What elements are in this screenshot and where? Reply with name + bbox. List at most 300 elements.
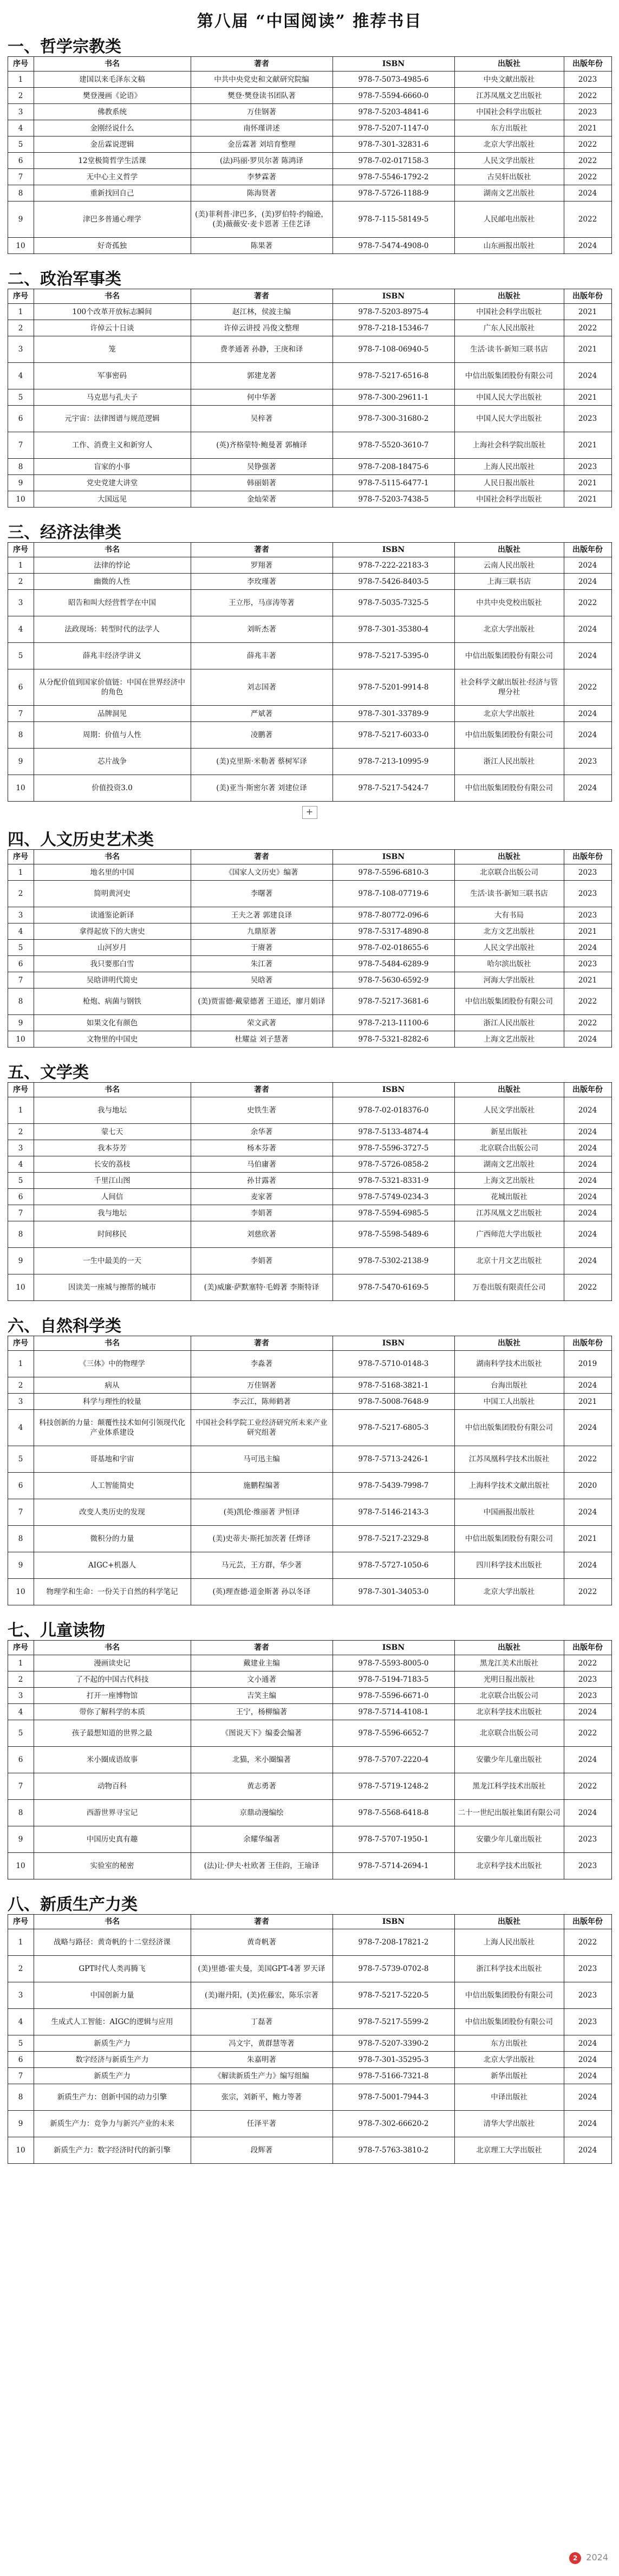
cell-no: 7 — [8, 169, 34, 185]
cell-publisher: 人民邮电出版社 — [454, 201, 564, 238]
cell-no: 7 — [8, 972, 34, 988]
cell-no: 2 — [8, 1124, 34, 1140]
cell-author: 南怀瑾讲述 — [191, 120, 333, 136]
cell-isbn: 978-7-5035-7325-5 — [333, 590, 454, 616]
table-row — [8, 1097, 611, 1124]
cell-author: 戴建业主编 — [191, 1655, 333, 1671]
cell-isbn: 978-7-5596-6810-3 — [333, 864, 454, 881]
table-row — [8, 1655, 611, 1671]
table-row — [8, 1173, 611, 1189]
cell-isbn: 978-7-115-58149-5 — [333, 201, 454, 238]
cell-isbn: 978-7-5217-2329-8 — [333, 1526, 454, 1552]
table-row — [8, 1205, 611, 1221]
cell-author: (美)菲利普·津巴多，(美)罗伯特·约翰逊，(美)薇薇安·麦卡恩著 王佳艺译 — [191, 201, 333, 238]
cell-no: 1 — [8, 1351, 34, 1377]
watermark-text: 2024 — [586, 2552, 608, 2562]
cell-year: 2024 — [564, 2035, 611, 2052]
table-row — [8, 389, 611, 406]
cell-isbn: 978-7-5719-1248-2 — [333, 1773, 454, 1800]
cell-author: 余华著 — [191, 1124, 333, 1140]
cell-title: 新质生产力 — [34, 2035, 191, 2052]
cell-year: 2024 — [564, 1221, 611, 1248]
table-header-row — [8, 543, 611, 557]
column-header-title: 书名 — [34, 1083, 191, 1097]
table-row — [8, 1248, 611, 1274]
cell-year: 2024 — [564, 2111, 611, 2137]
cell-isbn: 978-7-5568-6418-8 — [333, 1800, 454, 1826]
cell-title: 法政现场：转型时代的法学人 — [34, 616, 191, 643]
cell-title: 数字经济与新质生产力 — [34, 2052, 191, 2068]
section-spacer — [0, 2164, 619, 2180]
book-table — [8, 1336, 612, 1605]
column-header-no: 序号 — [8, 1083, 34, 1097]
cell-isbn: 978-7-108-06940-5 — [333, 336, 454, 363]
cell-author: 《解读新质生产力》编写组编 — [191, 2068, 333, 2084]
cell-year: 2023 — [564, 2009, 611, 2035]
cell-author: 金灿荣著 — [191, 491, 333, 508]
cell-publisher: 中国社会科学出版社 — [454, 491, 564, 508]
cell-isbn: 978-7-5207-1147-0 — [333, 120, 454, 136]
cell-year: 2023 — [564, 459, 611, 475]
cell-title: 新质生产力：竞争力与新兴产业的未来 — [34, 2111, 191, 2137]
table-header-row — [8, 850, 611, 864]
cell-year: 2023 — [564, 907, 611, 923]
cell-title: 西游世界寻宝记 — [34, 1800, 191, 1826]
cell-no: 4 — [8, 363, 34, 389]
cell-isbn: 978-7-218-15346-7 — [333, 320, 454, 336]
cell-publisher: 上海文艺出版社 — [454, 1173, 564, 1189]
column-header-publisher: 出版社 — [454, 289, 564, 304]
cell-title: 幽微的人性 — [34, 574, 191, 590]
cell-year: 2020 — [564, 1473, 611, 1499]
cell-title: 了不起的中国古代科技 — [34, 1671, 191, 1688]
cell-isbn: 978-7-301-35380-4 — [333, 616, 454, 643]
table-row — [8, 238, 611, 254]
cell-title: 时间移民 — [34, 1221, 191, 1248]
table-row — [8, 907, 611, 923]
cell-no: 3 — [8, 1688, 34, 1704]
table-row — [8, 775, 611, 802]
cell-year: 2023 — [564, 749, 611, 775]
column-header-no: 序号 — [8, 1336, 34, 1351]
table-row — [8, 406, 611, 432]
cell-isbn: 978-7-5726-0858-2 — [333, 1156, 454, 1173]
cell-author: 王宁，杨柳编著 — [191, 1704, 333, 1720]
cell-no: 9 — [8, 1015, 34, 1031]
cell-title: 金刚经说什么 — [34, 120, 191, 136]
cell-publisher: 北京联合出版公司 — [454, 864, 564, 881]
cell-isbn: 978-7-213-10995-9 — [333, 749, 454, 775]
cell-publisher: 人民日报出版社 — [454, 475, 564, 491]
cell-no: 3 — [8, 1394, 34, 1410]
cell-no: 4 — [8, 2009, 34, 2035]
cell-title: 人工智能简史 — [34, 1473, 191, 1499]
cell-title: 实验室的秘密 — [34, 1853, 191, 1879]
cell-isbn: 978-7-5710-0148-3 — [333, 1351, 454, 1377]
cell-isbn: 978-7-5630-6592-9 — [333, 972, 454, 988]
cell-publisher: 四川科学技术出版社 — [454, 1552, 564, 1579]
column-header-no: 序号 — [8, 1641, 34, 1655]
cell-no: 4 — [8, 923, 34, 940]
cell-publisher: 上海人民出版社 — [454, 1929, 564, 1956]
cell-publisher: 上海三联书店 — [454, 574, 564, 590]
table-row — [8, 1773, 611, 1800]
cell-year: 2021 — [564, 972, 611, 988]
cell-isbn: 978-7-5203-7438-5 — [333, 491, 454, 508]
column-header-author: 著者 — [191, 1336, 333, 1351]
cell-no: 5 — [8, 1173, 34, 1189]
column-header-no: 序号 — [8, 1915, 34, 1929]
section-title: 四、人文历史艺术类 — [8, 830, 154, 849]
cell-title: 中国创新力量 — [34, 1982, 191, 2009]
cell-publisher: 中信出版集团股份有限公司 — [454, 643, 564, 669]
cell-title: 工作、消费主义和新穷人 — [34, 432, 191, 459]
column-header-no: 序号 — [8, 57, 34, 71]
cell-no: 9 — [8, 749, 34, 775]
cell-author: 《图说天下》编委会编著 — [191, 1720, 333, 1747]
table-row — [8, 2084, 611, 2111]
cell-year: 2021 — [564, 1394, 611, 1410]
cell-publisher: 二十一世纪出版社集团有限公司 — [454, 1800, 564, 1826]
table-header-row — [8, 289, 611, 304]
cell-year: 2022 — [564, 153, 611, 169]
cell-author: (法)让·伊夫·杜欧著 王佳韵，王瑜译 — [191, 1853, 333, 1879]
cell-year: 2023 — [564, 1956, 611, 1982]
section-spacer — [0, 254, 619, 270]
cell-year: 2022 — [564, 669, 611, 706]
cell-isbn: 978-7-5217-6033-0 — [333, 722, 454, 749]
cell-no: 6 — [8, 153, 34, 169]
cell-title: 价值投资3.0 — [34, 775, 191, 802]
cell-no: 2 — [8, 320, 34, 336]
cell-publisher: 北京科学技术出版社 — [454, 1704, 564, 1720]
cell-publisher: 湖南文艺出版社 — [454, 1156, 564, 1173]
cell-year: 2024 — [564, 2052, 611, 2068]
cell-publisher: 北京联合出版公司 — [454, 1720, 564, 1747]
cell-year: 2022 — [564, 988, 611, 1015]
cell-year: 2023 — [564, 1853, 611, 1879]
table-row — [8, 1747, 611, 1773]
cell-publisher: 清华大学出版社 — [454, 2111, 564, 2137]
cell-isbn: 978-7-5763-3810-2 — [333, 2137, 454, 2164]
cell-author: 李娟著 — [191, 1248, 333, 1274]
cell-no: 2 — [8, 881, 34, 907]
cell-no: 5 — [8, 1446, 34, 1473]
cell-year: 2022 — [564, 1720, 611, 1747]
cell-isbn: 978-7-5203-4841-6 — [333, 104, 454, 120]
cell-publisher: 中央文献出版社 — [454, 71, 564, 88]
cell-title: 芯片战争 — [34, 749, 191, 775]
cell-publisher: 哈尔滨出版社 — [454, 956, 564, 972]
cell-isbn: 978-7-5203-8975-4 — [333, 304, 454, 320]
cell-year: 2024 — [564, 616, 611, 643]
table-row — [8, 923, 611, 940]
table-row — [8, 669, 611, 706]
cell-author: 陈果著 — [191, 238, 333, 254]
section-title: 八、新质生产力类 — [8, 1895, 138, 1914]
cell-year: 2024 — [564, 1156, 611, 1173]
cell-year: 2024 — [564, 1410, 611, 1446]
cell-year: 2022 — [564, 1015, 611, 1031]
column-header-publisher: 出版社 — [454, 850, 564, 864]
cell-author: 吴晗著 — [191, 972, 333, 988]
cell-title: 中国历史真有趣 — [34, 1826, 191, 1853]
cell-publisher: 东方出版社 — [454, 2035, 564, 2052]
table-row — [8, 722, 611, 749]
table-row — [8, 1189, 611, 1205]
cell-year: 2024 — [564, 1800, 611, 1826]
cell-publisher: 新华出版社 — [454, 2068, 564, 2084]
cell-publisher: 生活·读书·新知三联书店 — [454, 881, 564, 907]
cell-title: 津巴多普通心理学 — [34, 201, 191, 238]
cell-title: 好奇孤独 — [34, 238, 191, 254]
cell-no: 3 — [8, 907, 34, 923]
table-row — [8, 304, 611, 320]
cell-isbn: 978-7-5727-1050-6 — [333, 1552, 454, 1579]
cell-no: 7 — [8, 706, 34, 722]
cell-publisher: 上海人民出版社 — [454, 459, 564, 475]
cell-no: 4 — [8, 120, 34, 136]
cell-publisher: 北京大学出版社 — [454, 136, 564, 153]
cell-publisher: 中译出版社 — [454, 2084, 564, 2111]
cell-author: (英)凯伦·维丽著 尹恒译 — [191, 1499, 333, 1526]
cell-title: GPT时代人类再腾飞 — [34, 1956, 191, 1982]
cell-author: 马元芸，王方群，华少著 — [191, 1552, 333, 1579]
column-header-publisher: 出版社 — [454, 1641, 564, 1655]
cell-title: 吴晗讲明代简史 — [34, 972, 191, 988]
cell-title: 漫画读史记 — [34, 1655, 191, 1671]
column-header-year: 出版年份 — [564, 57, 611, 71]
cell-publisher: 大有书局 — [454, 907, 564, 923]
cell-no: 10 — [8, 1579, 34, 1605]
cell-title: 品牌洞见 — [34, 706, 191, 722]
cell-publisher: 江苏凤凰科学技术出版社 — [454, 1446, 564, 1473]
cell-publisher: 浙江人民出版社 — [454, 749, 564, 775]
cell-isbn: 978-7-5217-6516-8 — [333, 363, 454, 389]
column-header-no: 序号 — [8, 543, 34, 557]
table-row — [8, 88, 611, 104]
table-row — [8, 1124, 611, 1140]
cell-year: 2022 — [564, 320, 611, 336]
cell-year: 2022 — [564, 1929, 611, 1956]
cell-publisher: 黑龙江美术出版社 — [454, 1655, 564, 1671]
cell-no: 5 — [8, 2035, 34, 2052]
cell-title: 我与地坛 — [34, 1097, 191, 1124]
table-row — [8, 475, 611, 491]
cell-no: 6 — [8, 956, 34, 972]
cell-isbn: 978-7-5217-5395-0 — [333, 643, 454, 669]
cell-author: 罗翔著 — [191, 557, 333, 574]
column-header-publisher: 出版社 — [454, 1336, 564, 1351]
cell-no: 5 — [8, 1720, 34, 1747]
cell-isbn: 978-7-5073-4985-6 — [333, 71, 454, 88]
table-row — [8, 1826, 611, 1853]
cell-no: 7 — [8, 1773, 34, 1800]
cell-year: 2024 — [564, 940, 611, 956]
table-row — [8, 201, 611, 238]
cell-year: 2021 — [564, 389, 611, 406]
table-row — [8, 136, 611, 153]
cell-publisher: 江苏凤凰文艺出版社 — [454, 88, 564, 104]
cell-author: 中共中央党史和文献研究院编 — [191, 71, 333, 88]
cell-title: 因读美一座城与擦帮的城市 — [34, 1274, 191, 1301]
cell-isbn: 978-7-301-32831-6 — [333, 136, 454, 153]
table-row — [8, 864, 611, 881]
table-row — [8, 1031, 611, 1048]
table-row — [8, 185, 611, 201]
table-row — [8, 988, 611, 1015]
column-header-author: 著者 — [191, 1915, 333, 1929]
table-row — [8, 336, 611, 363]
cell-no: 3 — [8, 336, 34, 363]
cell-title: 病从 — [34, 1377, 191, 1394]
cell-year: 2021 — [564, 923, 611, 940]
cell-author: 马可迅主编 — [191, 1446, 333, 1473]
cell-author: (美)谢丹阳，(美)佐藤宏，陈乐宗著 — [191, 1982, 333, 2009]
cell-publisher: 安徽少年儿童出版社 — [454, 1747, 564, 1773]
cell-no: 7 — [8, 432, 34, 459]
cell-publisher: 光明日报出版社 — [454, 1671, 564, 1688]
cell-isbn: 978-7-5714-4108-1 — [333, 1704, 454, 1720]
cell-year: 2023 — [564, 956, 611, 972]
cell-year: 2024 — [564, 2137, 611, 2164]
cell-publisher: 北京大学出版社 — [454, 616, 564, 643]
table-row — [8, 590, 611, 616]
column-header-isbn: ISBN — [333, 543, 454, 557]
cell-no: 2 — [8, 1377, 34, 1394]
section-spacer — [0, 508, 619, 524]
table-row — [8, 1853, 611, 1879]
cell-title: 物理学和生命：一份关于自然的科学笔记 — [34, 1579, 191, 1605]
cell-year: 2021 — [564, 432, 611, 459]
cell-year: 2021 — [564, 1526, 611, 1552]
table-row — [8, 972, 611, 988]
cell-title: 改变人类历史的发现 — [34, 1499, 191, 1526]
cell-year: 2024 — [564, 574, 611, 590]
cell-isbn: 978-7-5201-9914-8 — [333, 669, 454, 706]
table-row — [8, 643, 611, 669]
cell-no: 2 — [8, 88, 34, 104]
cell-no: 10 — [8, 2137, 34, 2164]
table-row — [8, 1410, 611, 1446]
table-row — [8, 1688, 611, 1704]
cell-no: 3 — [8, 1140, 34, 1156]
cell-no: 8 — [8, 1221, 34, 1248]
cell-title: 无中心主义哲学 — [34, 169, 191, 185]
cell-isbn: 978-7-02-017158-3 — [333, 153, 454, 169]
cell-isbn: 978-7-5596-3727-5 — [333, 1140, 454, 1156]
cell-author: 李云江，陈师鹤著 — [191, 1394, 333, 1410]
table-row — [8, 2111, 611, 2137]
cell-year: 2024 — [564, 706, 611, 722]
cell-no: 9 — [8, 1248, 34, 1274]
table-row — [8, 2052, 611, 2068]
cell-isbn: 978-7-5484-6289-9 — [333, 956, 454, 972]
table-header-row — [8, 57, 611, 71]
cell-publisher: 北京大学出版社 — [454, 1579, 564, 1605]
column-header-isbn: ISBN — [333, 1915, 454, 1929]
cell-title: 一生中最美的一天 — [34, 1248, 191, 1274]
cell-no: 9 — [8, 201, 34, 238]
cell-year: 2024 — [564, 1031, 611, 1048]
cell-publisher: 人民文学出版社 — [454, 940, 564, 956]
cell-no: 10 — [8, 1031, 34, 1048]
section-spacer — [0, 1879, 619, 1896]
cell-isbn: 978-7-5707-1950-1 — [333, 1826, 454, 1853]
column-header-year: 出版年份 — [564, 543, 611, 557]
cell-publisher: 社会科学文献出版社·经济与管理分社 — [454, 669, 564, 706]
cell-isbn: 978-7-5317-4890-8 — [333, 923, 454, 940]
cell-title: 科学与理性的较量 — [34, 1394, 191, 1410]
cell-year: 2021 — [564, 475, 611, 491]
column-header-title: 书名 — [34, 1336, 191, 1351]
cell-publisher: 湖南科学技术出版社 — [454, 1351, 564, 1377]
cell-publisher: 中信出版集团股份有限公司 — [454, 722, 564, 749]
table-row — [8, 574, 611, 590]
cell-title: 12堂极简哲学生活课 — [34, 153, 191, 169]
cell-title: 大国远见 — [34, 491, 191, 508]
cell-title: 孩子最想知道的世界之最 — [34, 1720, 191, 1747]
cell-no: 5 — [8, 136, 34, 153]
cell-author: 许倬云讲授 冯俊文整理 — [191, 320, 333, 336]
cell-title: 从分配价值到国家价值链：中国在世界经济中的角色 — [34, 669, 191, 706]
cell-isbn: 978-7-5166-7321-8 — [333, 2068, 454, 2084]
cell-title: 地名里的中国 — [34, 864, 191, 881]
cell-author: 万佳钢著 — [191, 1377, 333, 1394]
cell-author: (美)里德·霍夫曼，美国GPT-4著 罗天译 — [191, 1956, 333, 1982]
cell-no: 6 — [8, 2052, 34, 2068]
cell-isbn: 978-7-5593-8005-0 — [333, 1655, 454, 1671]
cell-title: 动物百科 — [34, 1773, 191, 1800]
cell-isbn: 978-7-5474-4908-0 — [333, 238, 454, 254]
cell-author: 京鼎动漫编绘 — [191, 1800, 333, 1826]
cell-author: 王夫之著 郭建良译 — [191, 907, 333, 923]
cell-author: 王立彤，马彦涛等著 — [191, 590, 333, 616]
cell-no: 6 — [8, 1473, 34, 1499]
cell-isbn: 978-7-5115-6477-1 — [333, 475, 454, 491]
add-row-button[interactable]: + — [302, 806, 317, 819]
table-row — [8, 1377, 611, 1394]
cell-isbn: 978-7-02-018655-6 — [333, 940, 454, 956]
table-header-row — [8, 1083, 611, 1097]
cell-publisher: 人民文学出版社 — [454, 1097, 564, 1124]
cell-title: 新质生产力 — [34, 2068, 191, 2084]
cell-author: 史铁生著 — [191, 1097, 333, 1124]
table-row — [8, 1671, 611, 1688]
cell-no: 5 — [8, 940, 34, 956]
cell-year: 2024 — [564, 2068, 611, 2084]
cell-year: 2023 — [564, 1982, 611, 2009]
cell-no: 8 — [8, 459, 34, 475]
cell-author: 九鼎原著 — [191, 923, 333, 940]
table-row — [8, 1579, 611, 1605]
cell-no: 10 — [8, 1853, 34, 1879]
section-title: 一、哲学宗教类 — [8, 37, 121, 56]
cell-isbn: 978-7-5217-5599-2 — [333, 2009, 454, 2035]
cell-year: 2023 — [564, 864, 611, 881]
cell-year: 2022 — [564, 590, 611, 616]
column-header-isbn: ISBN — [333, 57, 454, 71]
cell-title: AIGC+机器人 — [34, 1552, 191, 1579]
column-header-author: 著者 — [191, 1641, 333, 1655]
table-header-row — [8, 1336, 611, 1351]
cell-isbn: 978-7-5713-2426-1 — [333, 1446, 454, 1473]
cell-author: 孙甘露著 — [191, 1173, 333, 1189]
table-row — [8, 1351, 611, 1377]
cell-title: 党史党建大讲堂 — [34, 475, 191, 491]
cell-year: 2022 — [564, 1773, 611, 1800]
cell-isbn: 978-7-5726-1188-9 — [333, 185, 454, 201]
